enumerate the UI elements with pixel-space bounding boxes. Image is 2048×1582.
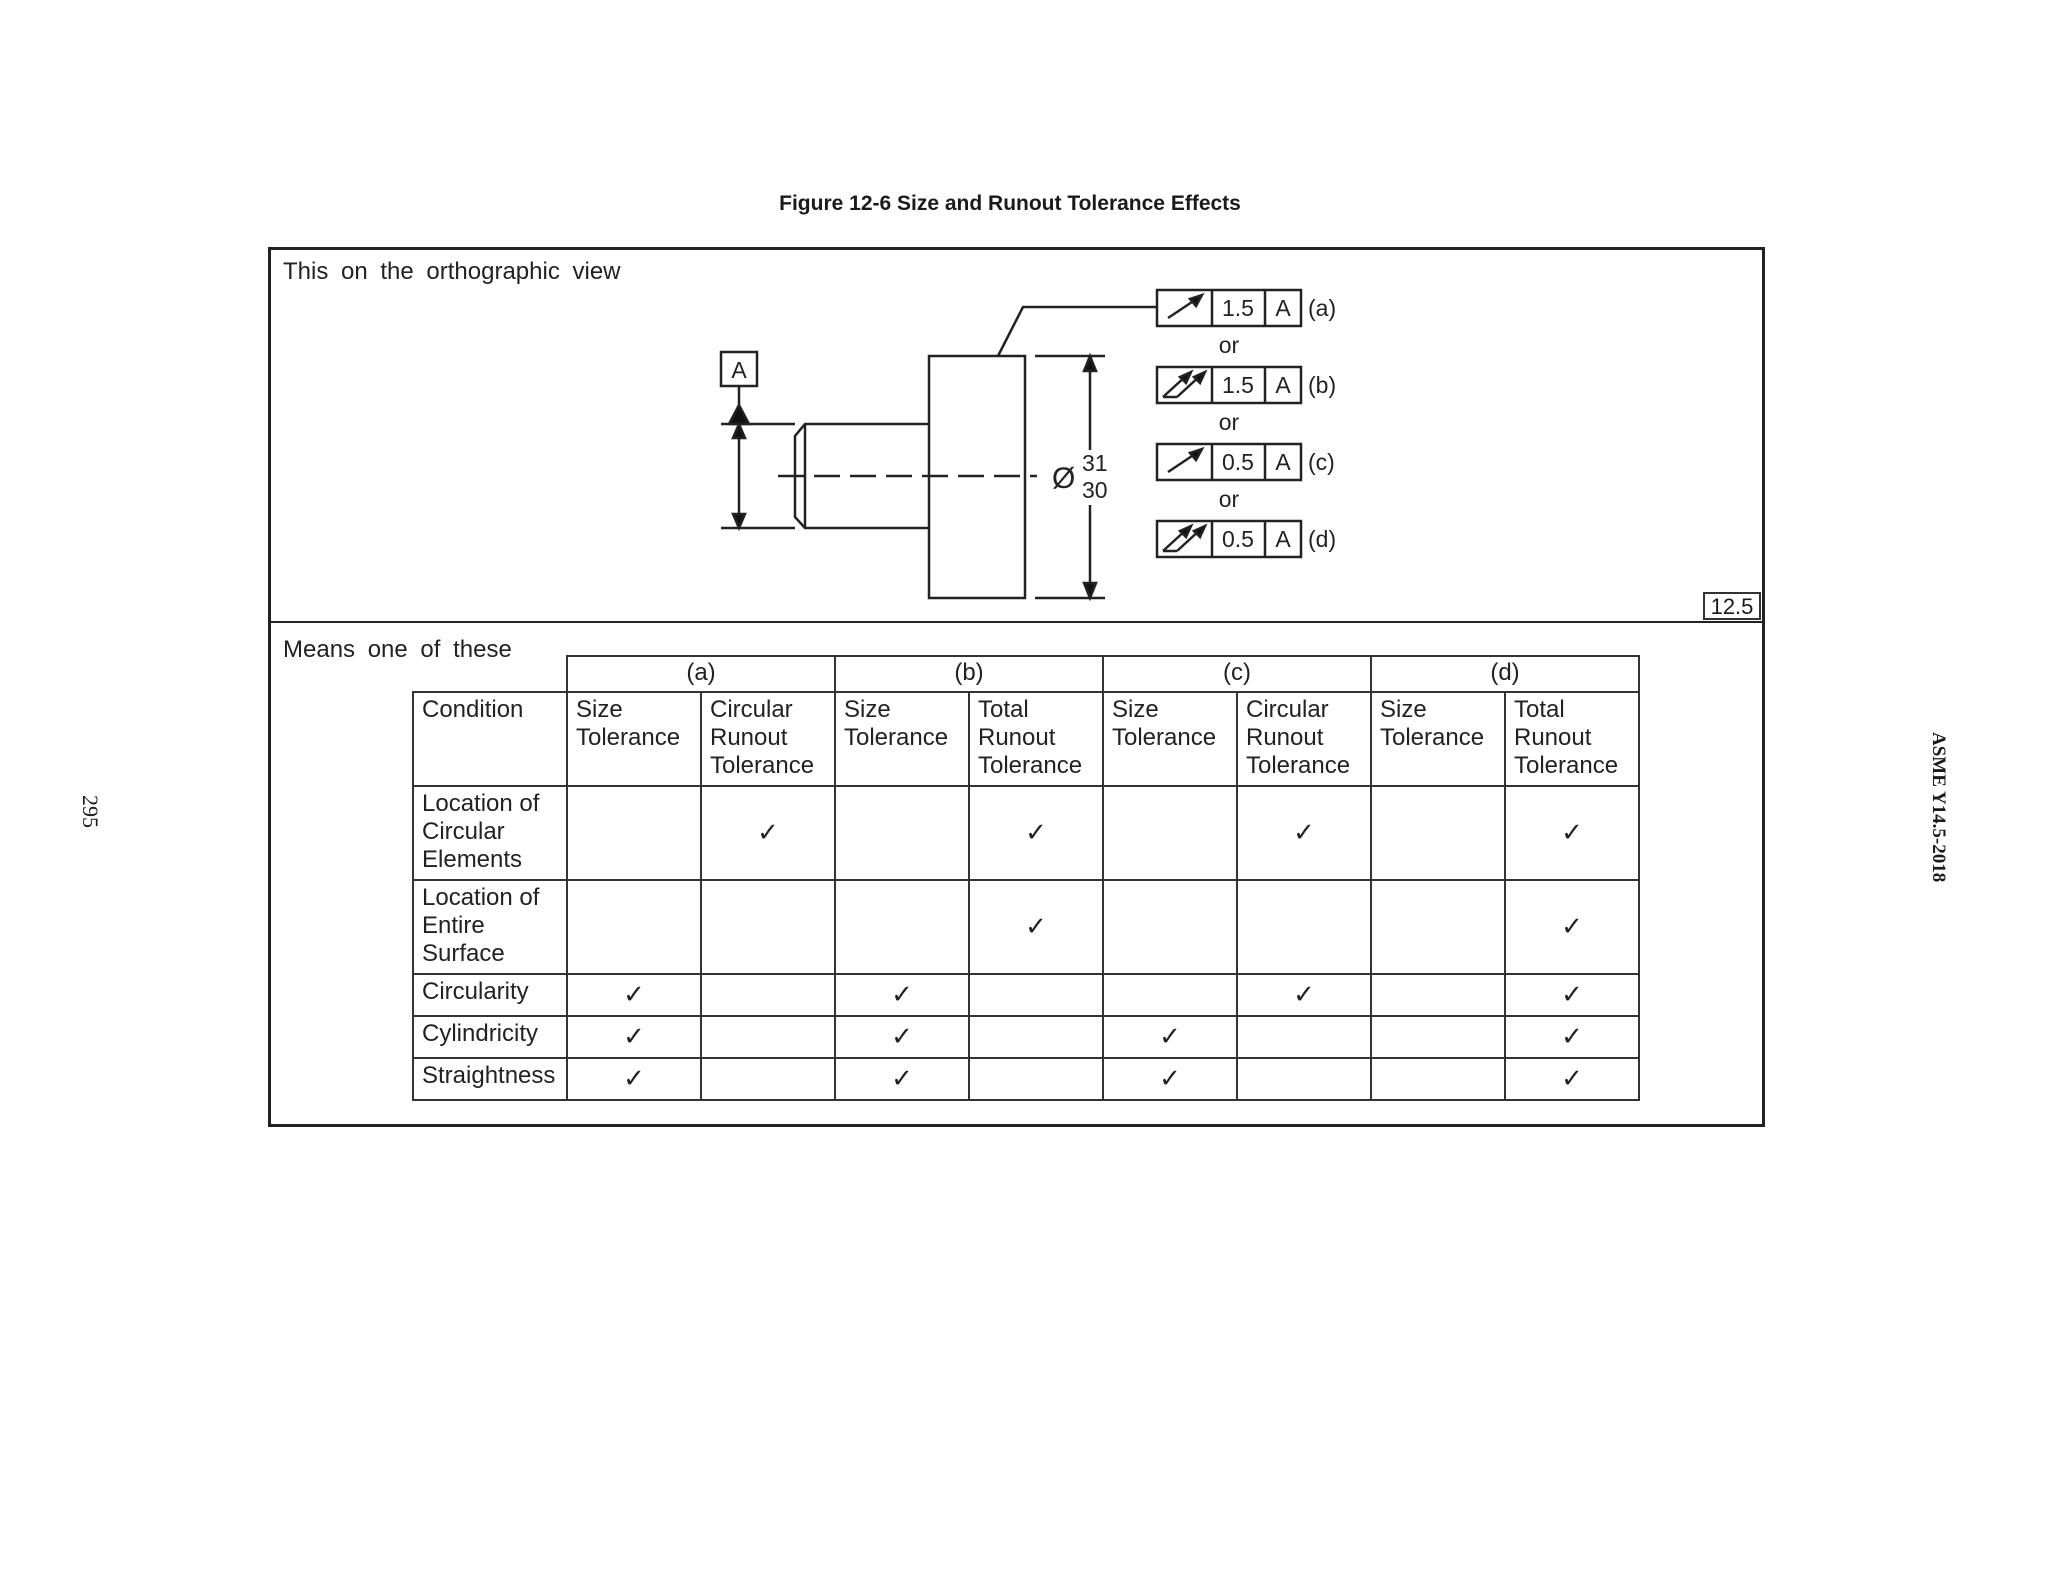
or-text: or [1218,332,1240,358]
empty-cell [969,1058,1103,1100]
group-header: (d) [1371,656,1639,692]
frame-c-tolerance: 0.5 [1222,449,1254,475]
subheader: Total Runout Tolerance [1505,692,1639,786]
check-mark-icon: ✓ [1237,974,1371,1016]
empty-cell [567,786,701,880]
group-header: (a) [567,656,835,692]
subheader: Circular Runout Tolerance [1237,692,1371,786]
group-header: (c) [1103,656,1371,692]
table-row [413,974,1639,1016]
check-mark-icon: ✓ [969,880,1103,974]
empty-cell [701,1016,835,1058]
check-mark-icon: ✓ [835,1058,969,1100]
empty-cell [835,786,969,880]
frame-c-datum: A [1275,449,1291,475]
subheader: Size Tolerance [1371,692,1505,786]
check-mark-icon: ✓ [1505,1058,1639,1100]
empty-cell [1237,1058,1371,1100]
frame-a-tolerance: 1.5 [1222,295,1254,321]
subheader: Total Runout Tolerance [969,692,1103,786]
empty-cell [1237,1016,1371,1058]
or-text: or [1218,409,1240,435]
frame-c-tag: (c) [1308,449,1335,475]
table-row [413,880,1639,974]
diameter-lower: 30 [1082,477,1108,503]
check-mark-icon: ✓ [1505,974,1639,1016]
frame-d-datum: A [1275,526,1291,552]
condition-cell: Straightness [413,1058,567,1100]
empty-cell [1103,974,1237,1016]
empty-cell [1371,1058,1505,1100]
frame-d-tag: (d) [1308,526,1337,552]
table-row [413,1058,1639,1100]
condition-cell: Location of Circular Elements [413,786,567,880]
diameter-symbol: Ø [1052,462,1076,495]
condition-cell: Cylindricity [413,1016,567,1058]
diameter-upper: 31 [1082,450,1108,476]
frame-a-tag: (a) [1308,295,1337,321]
reference-box: 12.5 [1703,592,1761,620]
check-mark-icon: ✓ [567,974,701,1016]
empty-cell [1103,880,1237,974]
check-mark-icon: ✓ [1505,880,1639,974]
group-header: (b) [835,656,1103,692]
subheader: Size Tolerance [1103,692,1237,786]
empty-cell [1237,880,1371,974]
standard-label: ASME Y14.5-2018 [1928,732,1949,883]
table-corner [413,656,567,692]
empty-cell [1371,880,1505,974]
datum-a-label: A [731,357,747,383]
empty-cell [1103,786,1237,880]
empty-cell [969,974,1103,1016]
empty-cell [701,974,835,1016]
figure-title: Figure 12-6 Size and Runout Tolerance Effects [779,192,1241,215]
bottom-section-label: Means one of these [283,636,512,663]
check-mark-icon: ✓ [1237,786,1371,880]
empty-cell [701,880,835,974]
check-mark-icon: ✓ [567,1058,701,1100]
top-section-label: This on the orthographic view [283,258,621,285]
frame-d-tolerance: 0.5 [1222,526,1254,552]
check-mark-icon: ✓ [969,786,1103,880]
frame-b-datum: A [1275,372,1291,398]
frame-b-tag: (b) [1308,372,1337,398]
table-row [413,1016,1639,1058]
check-mark-icon: ✓ [835,1016,969,1058]
or-text: or [1218,486,1240,512]
table-body [413,786,1639,1100]
empty-cell [1371,974,1505,1016]
check-mark-icon: ✓ [1505,1016,1639,1058]
check-mark-icon: ✓ [567,1016,701,1058]
check-mark-icon: ✓ [835,974,969,1016]
empty-cell [567,880,701,974]
empty-cell [835,880,969,974]
condition-cell: Circularity [413,974,567,1016]
tolerance-effects-table [412,655,1640,1101]
empty-cell [969,1016,1103,1058]
table-row [413,786,1639,880]
condition-header: Condition [413,692,567,786]
frame-b-tolerance: 1.5 [1222,372,1254,398]
check-mark-icon: ✓ [1103,1058,1237,1100]
subheader: Circular Runout Tolerance [701,692,835,786]
check-mark-icon: ✓ [701,786,835,880]
subheader: Size Tolerance [567,692,701,786]
frame-a-datum: A [1275,295,1291,321]
page-number: 295 [78,795,103,828]
empty-cell [701,1058,835,1100]
check-mark-icon: ✓ [1103,1016,1237,1058]
empty-cell [1371,1016,1505,1058]
check-mark-icon: ✓ [1505,786,1639,880]
empty-cell [1371,786,1505,880]
condition-cell: Location of Entire Surface [413,880,567,974]
subheader: Size Tolerance [835,692,969,786]
